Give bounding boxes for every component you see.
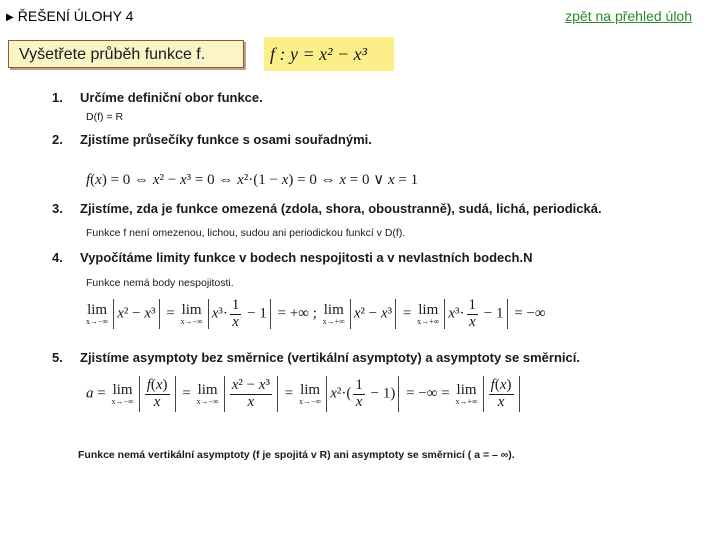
- step-3-note: Funkce f není omezenou, lichou, sudou ani periodickou funkcí v D(f).: [86, 227, 406, 239]
- step-1-number: 1.: [52, 90, 63, 105]
- intercepts-equation: f(x) = 0 ⇔ x² − x³ = 0 ⇔ x²·(1 − x) = 0 ⇔ x = 0 ∨ x = 1: [86, 172, 419, 188]
- step-1-note: D(f) = R: [86, 111, 124, 123]
- conclusion-text: Funkce nemá vertikální asymptoty (f je spojitá v R) ani asymptoty se směrnicí ( a = – ∞).: [78, 449, 515, 461]
- step-3-number: 3.: [52, 201, 63, 216]
- step-4-number: 4.: [52, 250, 63, 265]
- limits-formula: lim x→−∞ x² − x³ = lim x→−∞ x³· $\frac{1}{x}$ − 1 = +∞ ; lim x→+∞ x² − x³ = lim x→+∞ x³· $\frac{1}{x}$ − 1 = −∞: [86, 297, 546, 330]
- page-title: [6, 8, 133, 24]
- step-5-number: 5.: [52, 350, 63, 365]
- triangle-right-icon: ▶: [6, 12, 14, 23]
- step-3-text: Zjistíme, zda je funkce omezená (zdola, shora, oboustranně), sudá, lichá, periodická.: [80, 201, 602, 216]
- step-1-text: Určíme definiční obor funkce.: [80, 90, 263, 105]
- step-2-text: Zjistíme průsečíky funkce s osami souřadnými.: [80, 132, 372, 147]
- step-4-text: Vypočítáme limity funkce v bodech nespojitosti a v nevlastních bodech.N: [80, 250, 533, 265]
- step-5-text: Zjistíme asymptoty bez směrnice (vertikální asymptoty) a asymptoty se směrnicí.: [80, 350, 580, 365]
- page-title-text: ŘEŠENÍ ÚLOHY 4: [17, 8, 134, 24]
- task-label: Vyšetřete průběh funkce f.: [8, 40, 244, 68]
- asymptote-formula: a = lim x→−∞ $\frac{f(x)}{x}$ = lim x→−∞ $\frac{\text{x² − x³}}{x}$ = lim x→−∞ x²·( $\frac{1}{x}$ − 1) = −∞ = lim x→+∞ $\frac{f(x)}{x}$: [86, 376, 523, 412]
- back-to-overview-link[interactable]: zpět na přehled úloh: [565, 8, 692, 24]
- step-4-note: Funkce nemá body nespojitosti.: [86, 277, 234, 289]
- step-2-number: 2.: [52, 132, 63, 147]
- function-formula: f : y = x² − x³: [264, 37, 394, 71]
